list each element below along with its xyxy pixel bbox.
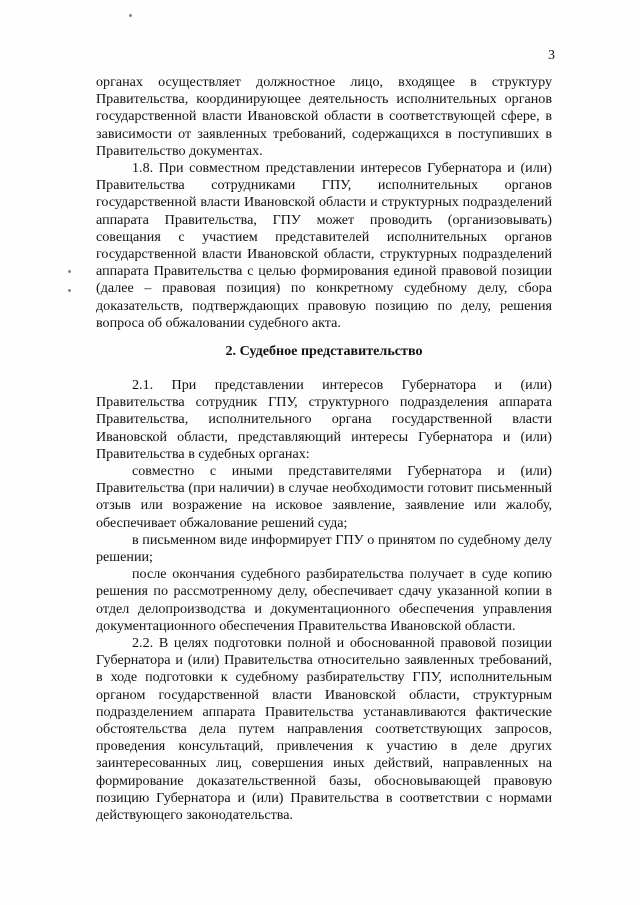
scan-speck: [68, 289, 71, 292]
text-block-2: [96, 377, 552, 824]
section-heading: 2. Судебное представительство: [225, 343, 423, 359]
paragraph: после окончания судебного разбирательства получает в суде копию решения по рассмотренному делу, обеспечивает сдачу указанной копии в отдел делопроизводства и документационного обеспечения управления документационного обеспечения Правительства Ивановской области.: [96, 566, 552, 634]
paragraph: совместно с иными представителями Губернатора и (или) Правительства (при наличии) в случае необходимости готовит письменный отзыв или возражение на исковое заявление, заявление или жалобу, обеспечивает обжалование решений суда;: [96, 463, 552, 531]
scan-speck: [68, 270, 71, 273]
scan-speck: [129, 14, 132, 17]
paragraph: в письменном виде информирует ГПУ о принятом по судебному делу решении;: [96, 531, 552, 566]
page-number: 3: [548, 48, 555, 63]
paragraph: органах осуществляет должностное лицо, входящее в структуру Правительства, координирующее деятельность исполнительных органов государственной власти Ивановской области в соответствующей сфере, в зависимости от заявленных требований, содержащихся в поступивших в Правительство документах.: [96, 74, 552, 159]
paragraph-2-1: 2.1. При представлении интересов Губернатора и (или) Правительства сотрудник ГПУ, структурного подразделения аппарата Правительства, исполнительного органа государственной власти Ивановской области, представляющий интересы Губернатора и (или) Правительства в судебных органах:: [96, 377, 552, 462]
paragraph-1-8: 1.8. При совместном представлении интересов Губернатора и (или) Правительства сотрудниками ГПУ, исполнительных органов государственной власти Ивановской области и структурных подразделений аппарата Правительства, ГПУ может проводить (организовывать) совещания с участием представителей исполнительных органов государственной власти Ивановской области, структурных подразделений аппарата Правительства с целью формирования единой правовой позиции (далее – правовая позиция) по конкретному судебному делу, сбора доказательств, подтверждающих правовую позицию по делу, решения вопроса об обжаловании судебного акта.: [96, 160, 552, 331]
paragraph-2-2: 2.2. В целях подготовки полной и обоснованной правовой позиции Губернатора и (или) Правительства относительно заявленных требований, в ходе подготовки к судебному разбирательству ГПУ, исполнительным органом государственной власти Ивановской области, структурным подразделением аппарата Правительства устанавливаются фактические обстоятельства дела путем направления соответствующих запросов, проведения консультаций, привлечения к участию в деле других заинтересованных лиц, совершения иных действий, направленных на формирование доказательственной базы, обосновывающей правовую позицию Губернатора и (или) Правительства в соответствии с нормами действующего законодательства.: [96, 635, 552, 824]
text-block-1: [96, 74, 552, 332]
